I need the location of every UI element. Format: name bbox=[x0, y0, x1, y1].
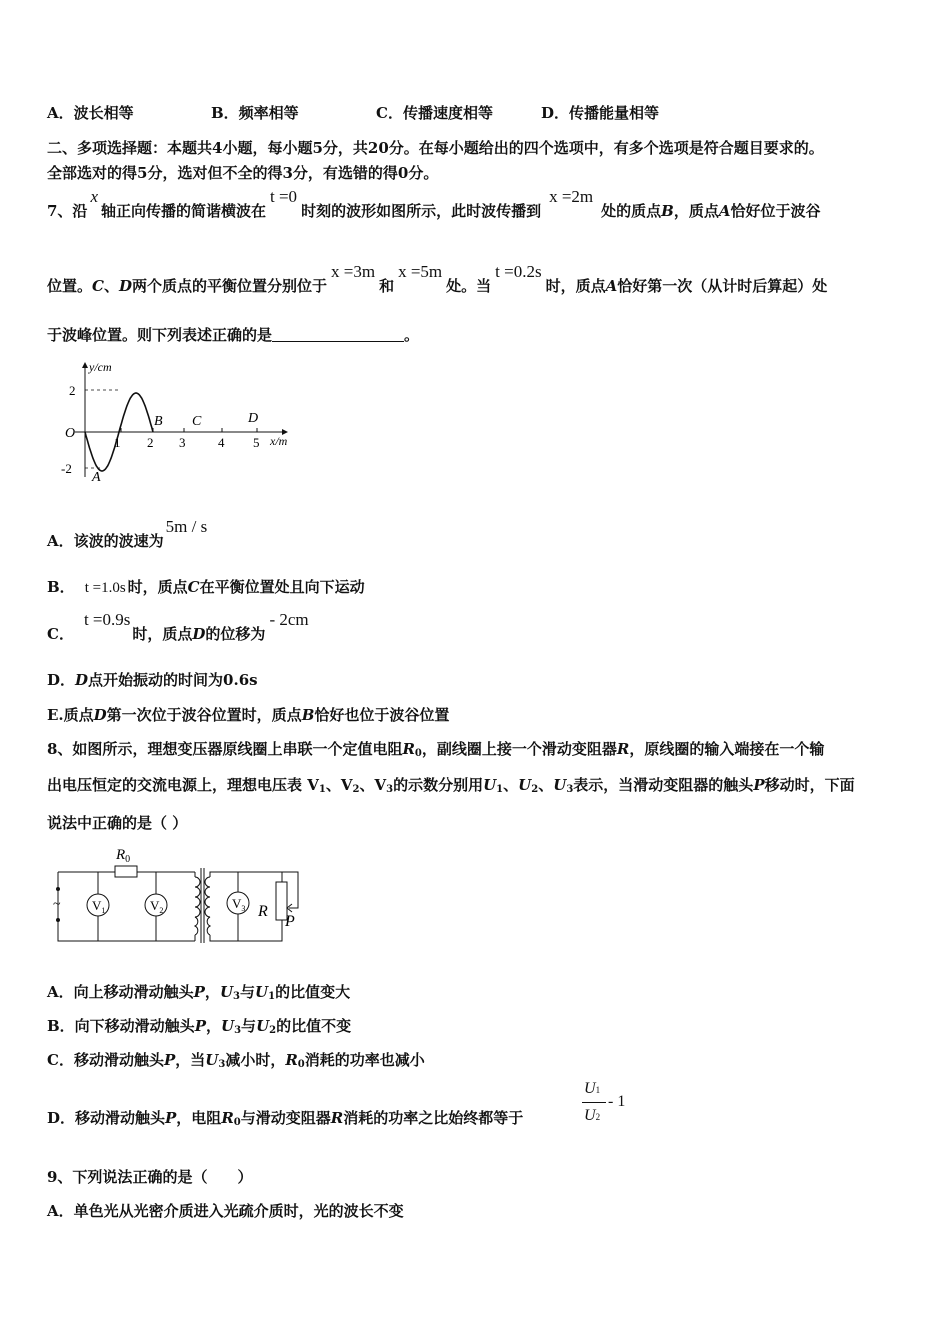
primary-coil bbox=[195, 877, 200, 935]
section2-line2: 全部选对的得5分，选对但不全的得3分，有选错的得0分。 bbox=[47, 164, 439, 182]
option-math: - 2cm bbox=[269, 610, 309, 629]
q8-line3: 说法中正确的是（ ） bbox=[47, 814, 188, 832]
answer-blank bbox=[272, 327, 404, 342]
q7-option-b bbox=[47, 576, 365, 597]
point-d-label: D bbox=[248, 411, 259, 426]
q6-option-c: C．传播速度相等 bbox=[376, 104, 493, 122]
q8-option-a bbox=[47, 981, 350, 1002]
q7-text: 处。当 bbox=[446, 277, 492, 295]
source-label: ~ bbox=[53, 897, 61, 912]
r-label: R bbox=[258, 903, 268, 920]
q8-text: ，原线圈的输入端接在一个输 bbox=[629, 740, 825, 758]
subscript: 2 bbox=[269, 1025, 277, 1036]
v3-label: $V_3$ bbox=[232, 896, 246, 913]
option-text: D． bbox=[47, 671, 76, 689]
subscript: 0 bbox=[297, 1059, 305, 1070]
q7-text: 恰好第一次（从计时后算起）处 bbox=[617, 277, 828, 295]
q7-x3: x =3m bbox=[331, 262, 376, 281]
option-text: ，当 bbox=[175, 1051, 206, 1069]
q8-text: 移动时，下面 bbox=[764, 776, 855, 794]
q8-text: 8、如图所示，理想变压器原线圈上串联一个定值电阻 bbox=[47, 740, 403, 758]
option-math: t =0.9s bbox=[83, 610, 131, 629]
subscript: 3 bbox=[218, 1059, 226, 1070]
option-text: A．该波的波速为 bbox=[47, 532, 164, 550]
symbol: R bbox=[285, 1051, 298, 1069]
subscript: 0 bbox=[233, 1117, 241, 1128]
q7-text: 、 bbox=[103, 277, 119, 295]
symbol: U bbox=[220, 1017, 235, 1035]
y-axis-label: y/cm bbox=[89, 360, 112, 374]
option-text: 消耗的功率之比始终都等于 bbox=[343, 1109, 524, 1127]
point-a-label: A bbox=[92, 470, 101, 485]
option-text: B．向下移动滑动触头 bbox=[47, 1017, 195, 1035]
subscript: 3 bbox=[234, 1025, 242, 1036]
q7-text: 恰好位于波谷 bbox=[730, 202, 821, 220]
symbol: U bbox=[255, 983, 269, 1001]
option-text: E.质点 bbox=[47, 706, 94, 724]
q8-line2 bbox=[47, 774, 855, 795]
option-point: D bbox=[192, 625, 206, 643]
q7-option-e bbox=[47, 704, 449, 725]
x-tick-5: 5 bbox=[253, 435, 260, 450]
symbol: U bbox=[219, 983, 234, 1001]
q7-text: 位置。 bbox=[47, 277, 93, 295]
q8-line1 bbox=[47, 738, 824, 759]
q7-line1 bbox=[47, 187, 821, 221]
x-tick-4: 4 bbox=[218, 435, 225, 450]
q7-text: 处的质点 bbox=[601, 202, 662, 220]
point-b-label: B bbox=[154, 414, 163, 429]
option-text: 的比值变大 bbox=[275, 983, 351, 1001]
x-tick-2: 2 bbox=[147, 435, 154, 450]
q7-point-b: B bbox=[661, 202, 674, 220]
option-text: 减小时， bbox=[225, 1051, 286, 1069]
option-text: 消耗的功率也减小 bbox=[304, 1051, 425, 1069]
option-math: 5m / s bbox=[165, 517, 208, 536]
q7-text: ，质点 bbox=[673, 202, 719, 220]
subscript: 1 bbox=[268, 991, 276, 1002]
q7-point-a: A bbox=[605, 277, 618, 295]
symbol: P bbox=[194, 1017, 206, 1035]
origin-label: O bbox=[65, 426, 76, 441]
resistor-r0 bbox=[115, 866, 137, 877]
subscript: 2 bbox=[531, 784, 539, 795]
terminal bbox=[57, 919, 60, 922]
symbol: R bbox=[616, 740, 630, 758]
symbol: U bbox=[553, 776, 567, 794]
symbol: P bbox=[753, 776, 765, 794]
q9-stem: 9、下列说法正确的是（ ） bbox=[47, 1168, 253, 1186]
option-text: 与 bbox=[240, 983, 256, 1001]
q6-option-a: A．波长相等 bbox=[47, 104, 134, 122]
symbol: R bbox=[221, 1109, 234, 1127]
option-text: 在平衡位置处且向下运动 bbox=[199, 578, 365, 596]
fraction-denominator: U2 bbox=[584, 1107, 601, 1124]
option-text: 时，质点 bbox=[132, 625, 193, 643]
q7-text: 。 bbox=[404, 326, 420, 344]
symbol: R bbox=[402, 740, 415, 758]
q7-x2: x =2m bbox=[549, 187, 594, 206]
point-c-label: C bbox=[192, 414, 202, 429]
y-tick-neg2: -2 bbox=[61, 461, 72, 476]
q7-text: 两个质点的平衡位置分别位于 bbox=[132, 277, 328, 295]
option-point: D bbox=[75, 671, 89, 689]
q7-line2 bbox=[47, 262, 828, 296]
q8-option-c bbox=[47, 1049, 425, 1070]
symbol: U bbox=[483, 776, 497, 794]
subscript: 3 bbox=[386, 784, 394, 795]
option-text: 与 bbox=[241, 1017, 257, 1035]
v1-label: $V_1$ bbox=[92, 898, 106, 915]
q7-text: 和 bbox=[379, 277, 395, 295]
q6-option-b: B．频率相等 bbox=[211, 104, 299, 122]
q7-point-c: C bbox=[92, 277, 104, 295]
q6-option-d: D．传播能量相等 bbox=[541, 104, 660, 122]
q7-text: 轴正向传播的简谐横波在 bbox=[100, 202, 266, 220]
option-text: 时，质点 bbox=[127, 578, 188, 596]
wave-graph bbox=[55, 355, 305, 485]
x-tick-3: 3 bbox=[179, 435, 186, 450]
symbol: P bbox=[165, 1109, 177, 1127]
q7-line3 bbox=[47, 324, 419, 345]
fraction-bar bbox=[582, 1102, 606, 1103]
option-text: 的位移为 bbox=[205, 625, 266, 643]
option-text: B． bbox=[47, 578, 75, 596]
secondary-coil bbox=[205, 877, 210, 935]
p-label: P bbox=[285, 913, 295, 930]
option-text: ， bbox=[204, 983, 220, 1001]
option-text: C．移动滑动触头 bbox=[47, 1051, 164, 1069]
option-math: t =1.0s bbox=[84, 580, 126, 596]
v2-label: $V_2$ bbox=[150, 898, 164, 915]
symbol: P bbox=[193, 983, 205, 1001]
q7-option-c bbox=[47, 610, 309, 644]
option-point: B bbox=[301, 706, 315, 724]
option-text: ， bbox=[205, 1017, 221, 1035]
q8-option-d bbox=[47, 1107, 523, 1128]
option-text: ，电阻 bbox=[176, 1109, 222, 1127]
q7-text: 时刻的波形如图所示，此时波传播到 bbox=[301, 202, 542, 220]
fraction-numerator: U1 bbox=[584, 1080, 601, 1097]
y-tick-2: 2 bbox=[69, 383, 76, 398]
symbol: R bbox=[330, 1109, 344, 1127]
fraction-u1-u2 bbox=[582, 1080, 642, 1136]
q8-text: 出电压恒定的交流电源上，理想电压表 V bbox=[47, 776, 319, 794]
section2-line1: 二、多项选择题：本题共4小题，每小题5分，共20分。在每小题给出的四个选项中，有多个选项是符合题目要求的。 bbox=[47, 139, 824, 157]
q7-t02: t =0.2s bbox=[495, 262, 542, 281]
symbol: U bbox=[518, 776, 532, 794]
subscript: 2 bbox=[352, 784, 360, 795]
q8-text: 、V bbox=[359, 776, 387, 794]
option-text: D．移动滑动触头 bbox=[47, 1109, 166, 1127]
q9-option-a: A．单色光从光密介质进入光疏介质时，光的波长不变 bbox=[47, 1202, 404, 1220]
q7-x-symbol: x bbox=[90, 187, 98, 206]
q7-point-d: D bbox=[118, 277, 132, 295]
symbol: P bbox=[163, 1051, 176, 1069]
r0-label: $R_0$ bbox=[116, 847, 131, 865]
option-point: D bbox=[93, 706, 107, 724]
x-axis-label: x/m bbox=[270, 434, 288, 448]
option-point: C bbox=[187, 578, 200, 596]
subscript: 1 bbox=[496, 784, 504, 795]
q7-x5: x =5m bbox=[398, 262, 443, 281]
transformer-circuit bbox=[50, 842, 310, 947]
q7-option-a bbox=[47, 517, 208, 551]
q8-text: 、V bbox=[325, 776, 353, 794]
option-text: 第一次位于波谷位置时，质点 bbox=[106, 706, 302, 724]
q7-text: 7、沿 bbox=[47, 202, 88, 220]
q7-text: 于波峰位置。则下列表述正确的是 bbox=[47, 326, 273, 344]
q8-text: 的示数分别用 bbox=[393, 776, 484, 794]
subscript: 3 bbox=[233, 991, 240, 1002]
symbol: U bbox=[256, 1017, 270, 1035]
q7-option-d bbox=[47, 669, 258, 690]
q8-text: 、 bbox=[503, 776, 519, 794]
fraction-tail: - 1 bbox=[608, 1093, 626, 1110]
primary-wire bbox=[58, 872, 195, 941]
x-tick-1: 1 bbox=[114, 435, 121, 450]
subscript: 1 bbox=[318, 784, 326, 795]
q7-text: 时，质点 bbox=[545, 277, 606, 295]
q7-t0: t =0 bbox=[270, 187, 298, 206]
q8-text: ，副线圈上接一个滑动变阻器 bbox=[421, 740, 617, 758]
option-text: 恰好也位于波谷位置 bbox=[314, 706, 450, 724]
subscript: 3 bbox=[566, 784, 574, 795]
q8-text: 、 bbox=[538, 776, 554, 794]
q8-option-b bbox=[47, 1015, 351, 1036]
option-text: C． bbox=[47, 625, 74, 643]
subscript: 0 bbox=[414, 748, 422, 759]
option-text: 点开始振动的时间为0.6s bbox=[88, 671, 258, 689]
option-text: 的比值不变 bbox=[276, 1017, 352, 1035]
option-text: 与滑动变阻器 bbox=[240, 1109, 331, 1127]
option-text: A．向上移动滑动触头 bbox=[47, 983, 194, 1001]
q7-point-a: A bbox=[718, 202, 731, 220]
q8-text: 表示，当滑动变阻器的触头 bbox=[573, 776, 754, 794]
symbol: U bbox=[205, 1051, 219, 1069]
terminal bbox=[57, 888, 60, 891]
